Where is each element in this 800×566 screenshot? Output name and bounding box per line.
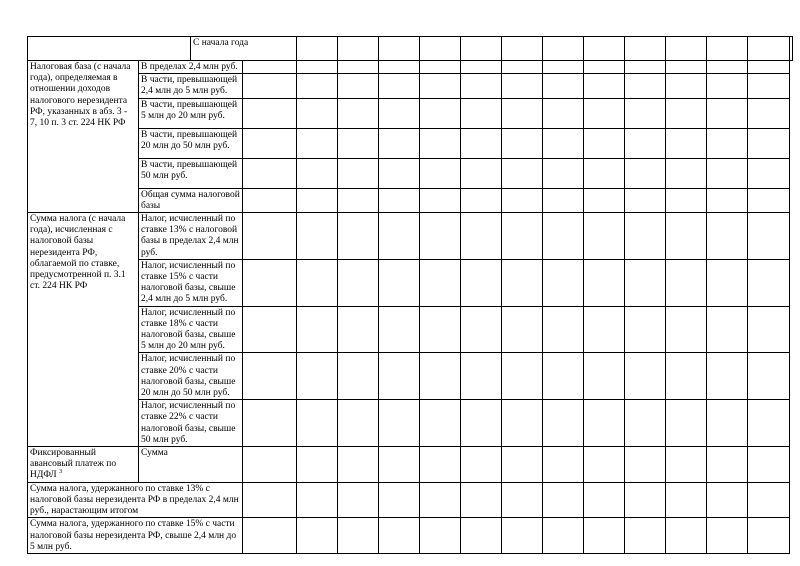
value-cell [584,74,625,98]
value-cell [420,259,461,306]
computed-tax-row [28,306,793,353]
value-cell [461,188,502,212]
value-cell [625,128,666,158]
computed-tax-row [28,353,793,400]
value-cell [379,128,420,158]
value-cell [666,98,707,128]
value-cell [625,213,666,260]
value-cell [297,306,338,353]
value-cell [543,128,584,158]
value-cell [243,306,297,353]
value-cell [707,518,748,554]
value-cell [707,400,748,447]
value-cell [243,400,297,447]
value-cell [584,482,625,518]
value-cell [297,482,338,518]
value-cell [297,213,338,260]
tax-base-row [28,128,793,158]
tax-base-row-label: В пределах 2,4 млн руб. [139,61,243,74]
value-cell [707,61,748,74]
value-cell [748,158,790,188]
computed-tax-row-label: Налог, исчисленный по ставке 18% с части налоговой базы, свыше 5 млн до 20 млн руб. [139,306,243,353]
value-cell [543,400,584,447]
value-cell [420,188,461,212]
value-cell [502,74,543,98]
value-cell [666,158,707,188]
value-cell [625,74,666,98]
tax-base-row-label: В части, превышающей 20 млн до 50 млн руб. [139,128,243,158]
value-cell [243,158,297,188]
value-cell [543,353,584,400]
value-cell [748,306,790,353]
period-header-cell: С начала года [191,37,297,61]
value-cell [666,353,707,400]
value-cell [748,400,790,447]
value-cell [297,61,338,74]
fixed-payment-label [28,447,139,483]
value-cell [748,259,790,306]
value-cell [338,306,379,353]
value-cell [420,213,461,260]
value-cell [584,306,625,353]
value-cell [243,259,297,306]
value-cell [379,518,420,554]
value-cell [584,158,625,188]
value-cell [666,61,707,74]
value-cell [666,128,707,158]
value-cell [338,400,379,447]
value-cell [543,213,584,260]
value-cell [584,259,625,306]
value-cell [625,37,666,61]
value-cell [502,353,543,400]
value-cell [625,259,666,306]
tax-base-row [28,158,793,188]
value-cell [243,518,297,554]
value-cell [748,213,790,260]
tax-base-row-label: В части, превышающей 2,4 млн до 5 млн руб. [139,74,243,98]
value-cell [243,128,297,158]
fixed-payment-row [28,447,793,483]
value-cell [379,37,420,61]
value-cell [461,400,502,447]
value-cell [666,259,707,306]
value-cell [707,128,748,158]
value-cell [625,482,666,518]
value-cell [666,518,707,554]
value-cell [748,128,790,158]
value-cell [543,74,584,98]
value-cell [338,128,379,158]
value-cell [379,400,420,447]
value-cell [243,61,297,74]
value-cell [420,306,461,353]
value-cell [338,447,379,483]
value-cell [297,158,338,188]
fixed-payment-label-text: Фиксированный авансовый платеж по НДФЛ [30,448,117,481]
value-cell [543,482,584,518]
value-cell [338,188,379,212]
value-cell [379,482,420,518]
value-cell [243,482,297,518]
value-cell [243,98,297,128]
value-cell [790,37,793,61]
value-cell [338,37,379,61]
value-cell [379,188,420,212]
value-cell [243,353,297,400]
value-cell [584,128,625,158]
value-cell [461,353,502,400]
value-cell [420,482,461,518]
value-cell [420,518,461,554]
value-cell [338,353,379,400]
value-cell [297,37,338,61]
value-cell [243,188,297,212]
value-cell [666,213,707,260]
value-cell [666,37,707,61]
computed-tax-row [28,213,793,260]
value-cell [666,447,707,483]
computed-tax-row-label: Налог, исчисленный по ставке 22% с части налоговой базы, свыше 50 млн руб. [139,400,243,447]
value-cell [461,306,502,353]
value-cell [707,259,748,306]
value-cell [297,128,338,158]
value-cell [543,188,584,212]
value-cell [379,213,420,260]
value-cell [379,353,420,400]
value-cell [625,158,666,188]
value-cell [338,98,379,128]
value-cell [748,61,790,74]
footnote-marker: 3 [58,468,63,476]
value-cell [461,158,502,188]
value-cell [338,74,379,98]
value-cell [707,37,748,61]
value-cell [625,98,666,128]
value-cell [461,518,502,554]
value-cell [502,306,543,353]
value-cell [338,518,379,554]
value-cell [748,447,790,483]
value-cell [584,400,625,447]
value-cell [748,98,790,128]
value-cell [584,37,625,61]
value-cell [666,306,707,353]
fixed-payment-sum-label: Сумма [139,447,243,483]
value-cell [625,306,666,353]
value-cell [420,400,461,447]
value-cell [543,61,584,74]
value-cell [543,447,584,483]
value-cell [379,61,420,74]
value-cell [625,353,666,400]
value-cell [625,188,666,212]
computed-tax-row-label: Налог, исчисленный по ставке 20% с части налоговой базы, свыше 20 млн до 50 млн руб. [139,353,243,400]
value-cell [625,518,666,554]
header-row [28,37,793,61]
value-cell [420,447,461,483]
value-cell [502,158,543,188]
value-cell [420,61,461,74]
computed-tax-section-label: Сумма налога (с начала года), исчисленная с налоговой базы нерезидента РФ, облагаемой по ставке, предусмотренной п. 3.1 ст. 224 НК РФ [28,213,139,447]
value-cell [502,188,543,212]
value-cell [461,61,502,74]
value-cell [461,213,502,260]
tax-base-row [28,188,793,212]
value-cell [297,518,338,554]
value-cell [666,188,707,212]
value-cell [584,447,625,483]
value-cell [748,188,790,212]
value-cell [420,353,461,400]
value-cell [707,447,748,483]
value-cell [584,518,625,554]
tax-base-row-label: В части, превышающей 5 млн до 20 млн руб. [139,98,243,128]
value-cell [461,98,502,128]
computed-tax-row [28,400,793,447]
value-cell [243,74,297,98]
value-cell [502,213,543,260]
value-cell [461,37,502,61]
value-cell [502,37,543,61]
value-cell [584,98,625,128]
value-cell [338,61,379,74]
value-cell [461,259,502,306]
value-cell [748,353,790,400]
value-cell [420,128,461,158]
tax-base-row-label: Общая сумма налоговой базы [139,188,243,212]
value-cell [502,98,543,128]
value-cell [543,306,584,353]
value-cell [625,61,666,74]
value-cell [379,98,420,128]
value-cell [543,518,584,554]
value-cell [420,98,461,128]
value-cell [707,158,748,188]
value-cell [584,213,625,260]
value-cell [243,213,297,260]
value-cell [543,98,584,128]
value-cell [338,158,379,188]
value-cell [297,74,338,98]
value-cell [666,74,707,98]
value-cell [584,353,625,400]
value-cell [420,74,461,98]
tax-base-row [28,98,793,128]
value-cell [461,74,502,98]
value-cell [420,37,461,61]
value-cell [297,353,338,400]
value-cell [379,447,420,483]
value-cell [707,482,748,518]
ndfl-nonresident-table [27,36,793,554]
value-cell [707,353,748,400]
value-cell [379,259,420,306]
computed-tax-row [28,259,793,306]
withheld-tax-label: Сумма налога, удержанного по ставке 15% с части налоговой базы нерезидента РФ, свыше 2,4 млн до 5 млн руб. [28,518,243,554]
value-cell [297,188,338,212]
tax-base-row-label: В части, превышающей 50 млн руб. [139,158,243,188]
value-cell [379,158,420,188]
value-cell [338,213,379,260]
value-cell [543,37,584,61]
value-cell [625,400,666,447]
value-cell [297,400,338,447]
value-cell [748,37,790,61]
value-cell [379,306,420,353]
value-cell [297,259,338,306]
value-cell [748,74,790,98]
value-cell [338,482,379,518]
value-cell [502,518,543,554]
value-cell [584,61,625,74]
value-cell [502,482,543,518]
value-cell [379,74,420,98]
value-cell [666,400,707,447]
value-cell [502,259,543,306]
value-cell [543,259,584,306]
value-cell [243,447,297,483]
value-cell [707,213,748,260]
value-cell [707,98,748,128]
value-cell [502,128,543,158]
value-cell [543,158,584,188]
computed-tax-row-label: Налог, исчисленный по ставке 13% с налоговой базы в пределах 2,4 млн руб. [139,213,243,260]
value-cell [707,306,748,353]
value-cell [625,447,666,483]
value-cell [297,447,338,483]
value-cell [461,482,502,518]
value-cell [338,259,379,306]
value-cell [297,98,338,128]
value-cell [502,400,543,447]
tax-base-row [28,61,793,74]
value-cell [666,482,707,518]
value-cell [461,447,502,483]
value-cell [461,128,502,158]
value-cell [707,74,748,98]
value-cell [748,518,790,554]
withheld-tax-row [28,482,793,518]
value-cell [584,188,625,212]
withheld-tax-label: Сумма налога, удержанного по ставке 13% с налоговой базы нерезидента РФ в пределах 2,4 млн руб., нарастающим итогом [28,482,243,518]
value-cell [502,61,543,74]
value-cell [748,482,790,518]
value-cell [420,158,461,188]
tax-base-row [28,74,793,98]
value-cell [502,447,543,483]
header-blank-cell [28,37,191,61]
computed-tax-row-label: Налог, исчисленный по ставке 15% с части налоговой базы, свыше 2,4 млн до 5 млн руб. [139,259,243,306]
tax-base-section-label: Налоговая база (с начала года), определяемая в отношении доходов налогового нерезидента РФ, указанных в абз. 3 - 7, 10 п. 3 ст. 224 НК РФ [28,61,139,213]
value-cell [707,188,748,212]
withheld-tax-row [28,518,793,554]
